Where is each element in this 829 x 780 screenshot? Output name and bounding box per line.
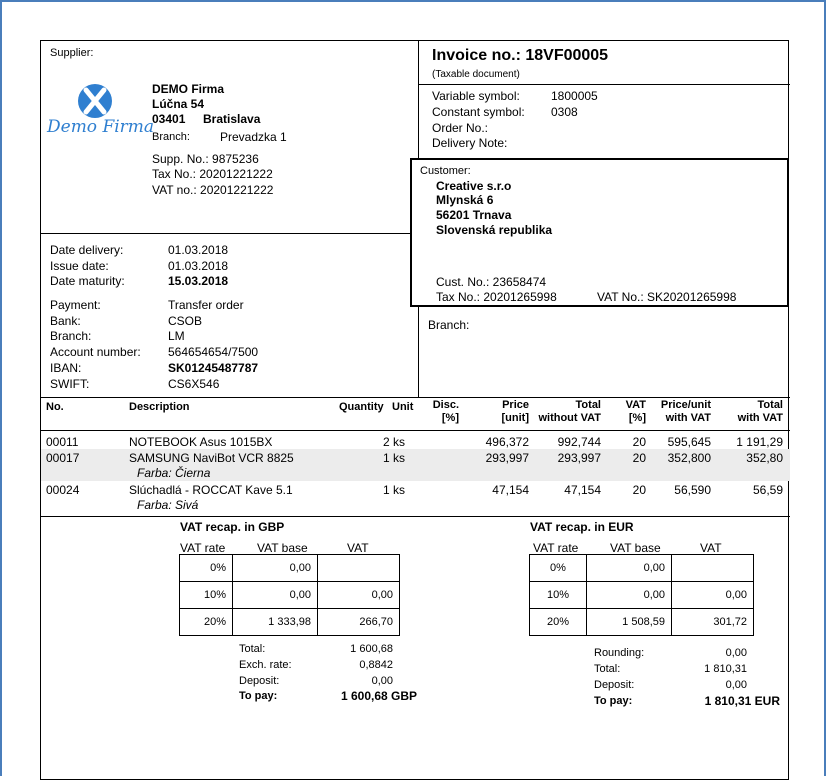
vat-base-cell: 0,00 (233, 582, 318, 609)
item-vat: 20 (632, 483, 646, 497)
supplier-supp-no: Supp. No.: 9875236 (152, 152, 259, 166)
vat-cell: 0,00 (672, 582, 754, 609)
date-delivery-value: 01.03.2018 (168, 243, 229, 257)
delivery-note-label: Delivery Note: (432, 136, 508, 150)
item-total: 47,154 (564, 483, 601, 497)
vat-base-cell: 0,00 (587, 555, 672, 582)
col-no: No. (46, 401, 64, 413)
table-row (180, 582, 400, 609)
iban-label: IBAN: (50, 361, 82, 375)
eur-topay-value: 1 810,31 EUR (704, 694, 780, 708)
vat-cell: 0,00 (318, 582, 400, 609)
recap-eur-table (529, 554, 754, 636)
divider-items-top (41, 397, 790, 398)
recap-gbp-h-rate: VAT rate (180, 541, 226, 555)
gbp-exch-label: Exch. rate: (239, 659, 292, 671)
vat-rate-cell: 0% (180, 555, 233, 582)
col-total-vat-unit: with VAT (737, 412, 783, 424)
swift-label: SWIFT: (50, 377, 90, 391)
item-description: Slúchadlá - ROCCAT Kave 5.1 (129, 483, 293, 497)
item-no: 00011 (46, 435, 79, 449)
vat-rate-cell: 10% (180, 582, 233, 609)
company-logo-icon (77, 83, 113, 119)
item-price-vat: 595,645 (667, 435, 711, 449)
customer-cust-no: Cust. No.: 23658474 (436, 275, 547, 289)
vat-rate-cell: 10% (530, 582, 587, 609)
col-total: Total (575, 399, 601, 411)
recap-eur-h-base: VAT base (610, 541, 661, 555)
divider-invoice-title (418, 84, 790, 85)
item-price: 293,997 (485, 451, 529, 465)
item-description: SAMSUNG NaviBot VCR 8825 (129, 451, 294, 465)
recap-eur-h-rate: VAT rate (533, 541, 579, 555)
table-row (41, 481, 790, 513)
account-number-label: Account number: (50, 345, 141, 359)
date-maturity-value: 15.03.2018 (168, 274, 229, 288)
col-unit: Unit (392, 401, 414, 413)
item-quantity: 1 ks (382, 483, 405, 497)
account-number-value: 564654654/7500 (168, 345, 259, 359)
bank-value: CSOB (168, 314, 203, 328)
supplier-label: Supplier: (50, 47, 94, 59)
invoice-subtitle: (Taxable document) (432, 69, 520, 80)
divider-items-header (41, 430, 790, 431)
item-price: 47,154 (492, 483, 529, 497)
gbp-exch-value: 0,8842 (359, 659, 393, 671)
eur-rounding-value: 0,00 (725, 647, 747, 659)
gbp-topay-value: 1 600,68 GBP (341, 689, 418, 703)
recap-eur-h-vat: VAT (700, 541, 722, 555)
supplier-street: Lúčna 54 (152, 97, 205, 111)
vat-rate-cell: 20% (530, 609, 587, 636)
item-quantity: 2 ks (382, 435, 405, 449)
item-price-vat: 352,800 (667, 451, 711, 465)
vat-rate-cell: 0% (530, 555, 587, 582)
bank-branch-label: Branch: (50, 329, 92, 343)
payment-label: Payment: (50, 298, 101, 312)
recap-gbp-title: VAT recap. in GBP (180, 520, 285, 534)
item-vat: 20 (632, 451, 646, 465)
vat-rate-cell: 20% (180, 609, 233, 636)
table-row (180, 555, 400, 582)
constant-symbol-value: 0308 (551, 105, 578, 119)
eur-total-label: Total: (594, 663, 621, 675)
item-description: NOTEBOOK Asus 1015BX (129, 435, 273, 449)
variable-symbol-label: Variable symbol: (432, 89, 520, 103)
issue-date-label: Issue date: (50, 259, 109, 273)
table-row (41, 433, 790, 448)
eur-rounding-label: Rounding: (594, 647, 645, 659)
item-total-vat: 1 191,29 (736, 435, 783, 449)
recap-gbp-h-vat: VAT (347, 541, 369, 555)
vat-cell (318, 555, 400, 582)
customer-street: Mlynská 6 (436, 193, 494, 207)
gbp-topay-label: To pay: (239, 690, 278, 702)
customer-vat-no: VAT No.: SK20201265998 (597, 290, 737, 304)
vat-base-cell: 0,00 (587, 582, 672, 609)
col-disc-unit: [%] (441, 412, 459, 424)
item-total-vat: 56,59 (752, 483, 783, 497)
vat-base-cell: 1 333,98 (233, 609, 318, 636)
swift-value: CS6X546 (168, 377, 220, 391)
order-no-label: Order No.: (432, 121, 489, 135)
gbp-total-value: 1 600,68 (350, 643, 393, 655)
col-price-vat: Price/unit (660, 399, 711, 411)
customer-name: Creative s.r.o (436, 179, 512, 193)
date-delivery-label: Date delivery: (50, 243, 124, 257)
item-total: 992,744 (557, 435, 601, 449)
item-total: 293,997 (557, 451, 601, 465)
item-quantity: 1 ks (382, 451, 405, 465)
eur-deposit-value: 0,00 (725, 679, 747, 691)
supplier-zip: 03401 (152, 112, 186, 126)
recap-eur-title: VAT recap. in EUR (530, 520, 634, 534)
col-vat-unit: [%] (628, 412, 646, 424)
customer-country: Slovenská republika (436, 223, 553, 237)
supplier-name: DEMO Firma (152, 82, 225, 96)
gbp-deposit-value: 0,00 (371, 675, 393, 687)
date-maturity-label: Date maturity: (50, 274, 125, 288)
table-row (530, 555, 754, 582)
iban-value: SK01245487787 (168, 361, 259, 375)
recap-gbp-h-base: VAT base (257, 541, 308, 555)
divider-items-bottom (41, 516, 790, 517)
gbp-deposit-label: Deposit: (239, 675, 280, 687)
col-description: Description (129, 401, 190, 413)
item-total-vat: 352,80 (746, 451, 783, 465)
eur-total-value: 1 810,31 (704, 663, 747, 675)
col-price-unit: [unit] (501, 412, 529, 424)
invoice-page (40, 40, 789, 780)
eur-topay-label: To pay: (594, 695, 633, 707)
vat-base-cell: 1 508,59 (587, 609, 672, 636)
logo-text: Demo Firma (47, 117, 155, 137)
item-no: 00017 (46, 451, 80, 465)
col-total-vat: Total (757, 399, 783, 411)
customer-tax-no: Tax No.: 20201265998 (436, 290, 557, 304)
col-quantity: Quantity (339, 401, 384, 413)
vat-cell (672, 555, 754, 582)
customer-branch-label: Branch: (428, 318, 470, 332)
recap-gbp-table (179, 554, 400, 636)
vat-base-cell: 0,00 (233, 555, 318, 582)
payment-value: Transfer order (168, 298, 244, 312)
col-vat: VAT (625, 399, 646, 411)
bank-branch-value: LM (168, 329, 185, 343)
item-price: 496,372 (485, 435, 529, 449)
customer-zip-city: 56201 Trnava (436, 208, 512, 222)
constant-symbol-label: Constant symbol: (432, 105, 525, 119)
invoice-title: Invoice no.: 18VF00005 (432, 47, 609, 64)
supplier-city: Bratislava (203, 112, 261, 126)
supplier-branch-label: Branch: (152, 131, 190, 143)
item-no: 00024 (46, 483, 80, 497)
variable-symbol-value: 1800005 (551, 89, 598, 103)
table-row (41, 449, 790, 481)
bank-label: Bank: (50, 314, 81, 328)
supplier-vat-no: VAT no.: 20201221222 (152, 183, 274, 197)
table-row (530, 609, 754, 636)
customer-label: Customer: (420, 165, 471, 177)
issue-date-value: 01.03.2018 (168, 259, 229, 273)
col-price-vat-unit: with VAT (665, 412, 711, 424)
table-row (530, 582, 754, 609)
divider-supplier-bottom (41, 233, 418, 234)
col-disc: Disc. (432, 399, 459, 411)
gbp-total-label: Total: (239, 643, 266, 655)
col-total-unit: without VAT (538, 412, 601, 424)
vat-cell: 301,72 (672, 609, 754, 636)
item-note: Farba: Čierna (137, 466, 211, 480)
supplier-tax-no: Tax No.: 20201221222 (152, 167, 273, 181)
col-price: Price (502, 399, 529, 411)
item-note: Farba: Sivá (137, 498, 199, 512)
eur-deposit-label: Deposit: (594, 679, 635, 691)
item-vat: 20 (632, 435, 646, 449)
supplier-branch-value: Prevadzka 1 (220, 130, 287, 144)
table-row (180, 609, 400, 636)
item-price-vat: 56,590 (674, 483, 711, 497)
vat-cell: 266,70 (318, 609, 400, 636)
